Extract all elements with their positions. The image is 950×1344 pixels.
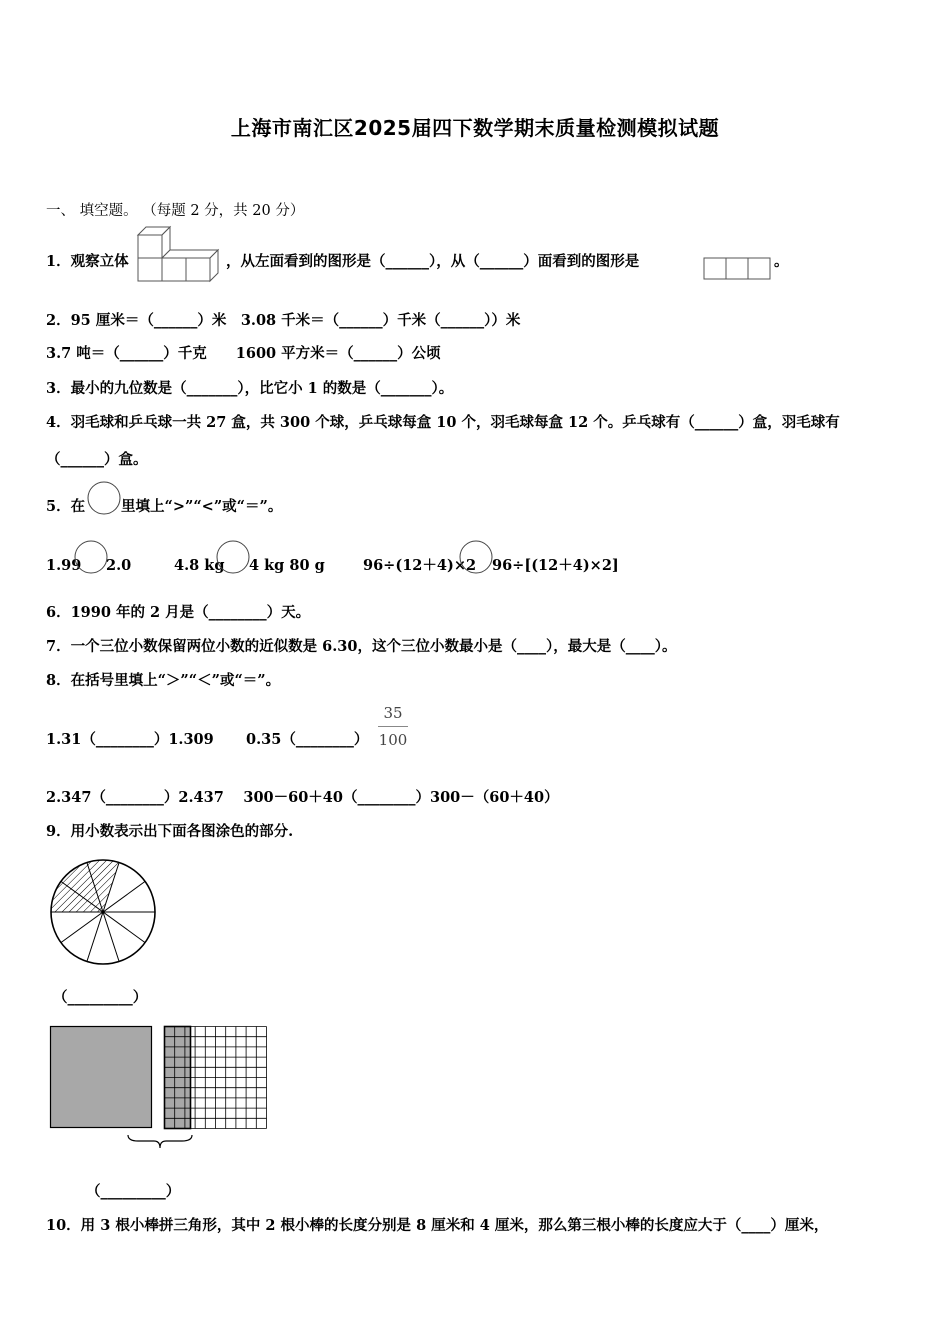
q7-text: 7．一个三位小数保留两位小数的近似数是 6.30，这个三位小数最小是（____），最大是（____）。 <box>46 638 677 655</box>
q5-item: 4.8 kg <box>174 557 225 574</box>
q3-text: 3．最小的九位数是（_______），比它小 1 的数是（_______）。 <box>46 380 454 397</box>
q6-text: 6．1990 年的 2 月是（________）天。 <box>46 604 311 621</box>
cube-solid-figure <box>136 222 220 282</box>
q5-item: 96÷(12＋4)×2 <box>363 557 477 574</box>
q5-item: 96÷[(12＋4)×2] <box>492 557 619 574</box>
section-heading: 一、 填空题。 （每题 2 分，共 20 分） <box>46 203 305 219</box>
q10-text: 10．用 3 根小棒拼三角形，其中 2 根小棒的长度分别是 8 厘米和 4 厘米，那么第三根小棒的长度应大于（____）厘米， <box>46 1217 829 1234</box>
q1-text-c: 。 <box>774 253 789 270</box>
q5-text-a: 5．在 <box>46 498 86 515</box>
fraction-denominator: 100 <box>378 731 408 749</box>
q9-blank-2: （_________） <box>86 1183 181 1200</box>
q5-text-b: 里填上“>”“<”或“＝”。 <box>121 498 283 515</box>
q5-item: 2.0 <box>106 557 132 574</box>
q8-heading: 8．在括号里填上“＞”“＜”或“＝”。 <box>46 672 281 689</box>
q1-text-b: ，从左面看到的图形是（______），从（______）面看到的图形是 <box>226 253 640 270</box>
shaded-square-figure <box>50 1026 154 1130</box>
q4-line1: 4．羽毛球和乒乓球一共 27 盒，共 300 个球，乒乓球每盒 10 个，羽毛球每盒 12 个。乒乓球有（______）盒，羽毛球有 <box>46 414 840 431</box>
shaded-circle-figure <box>50 860 156 964</box>
circle-blank-icon <box>459 540 493 574</box>
q2-line2: 3.7 吨＝（______）千克 1600 平方米＝（______）公顷 <box>46 345 441 362</box>
hundred-grid-figure <box>164 1026 272 1134</box>
q9-heading: 9．用小数表示出下面各图涂色的部分. <box>46 823 294 840</box>
q5-item: 4 kg 80 g <box>249 557 325 574</box>
circle-blank-icon <box>87 481 121 515</box>
q1-text-a: 1．观察立体 <box>46 253 129 270</box>
q4-line2: （______）盒。 <box>46 451 148 468</box>
q9-blank-1: （_________） <box>53 989 148 1006</box>
page-title: 上海市南汇区2025届四下数学期末质量检测模拟试题 <box>230 116 720 140</box>
fraction-numerator: 35 <box>383 704 403 722</box>
circle-blank-icon <box>74 540 108 574</box>
fraction-bar <box>378 726 408 727</box>
q5-item: 1.99 <box>46 557 82 574</box>
curly-brace-icon <box>126 1134 194 1150</box>
three-square-view-figure <box>703 257 773 281</box>
q2-line1: 2．95 厘米＝（______）米 3.08 千米＝（______）千米（______））米 <box>46 312 521 329</box>
circle-blank-icon <box>216 540 250 574</box>
q8-row1-a: 1.31（________）1.309 <box>46 731 214 748</box>
q8-row1-b: 0.35（________） <box>246 731 369 748</box>
q8-row2: 2.347（________）2.437 300－60＋40（________）300－（60＋40） <box>46 789 559 806</box>
